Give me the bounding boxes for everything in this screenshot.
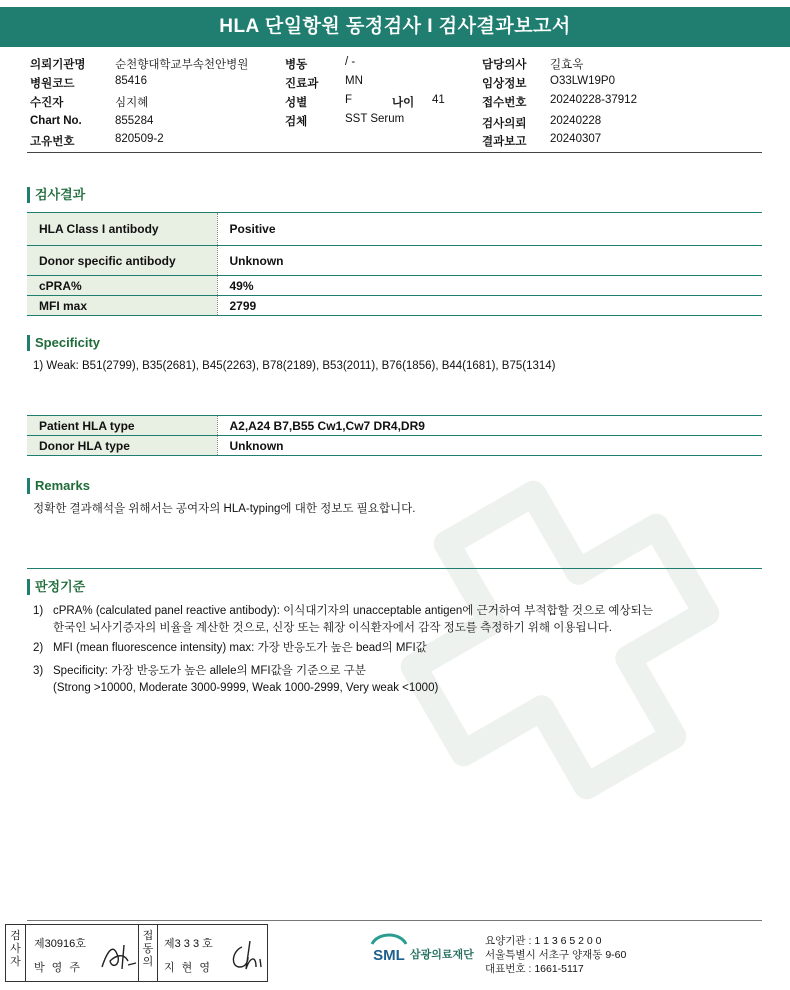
criteria-item [33,603,763,639]
reviewer-column-label [138,925,158,981]
hla-key: Donor HLA type [27,436,217,456]
organization-phone: 대표번호 : 1661-5117 [485,963,584,975]
ward-value: / - [345,56,356,68]
specificity-heading: Specificity [27,334,100,352]
table-row [27,296,762,316]
criteria-line: MFI (mean fluorescence intensity) max: 가장 반응도가 높은 bead의 MFI값 [53,642,427,654]
inspector-license: 제30916호 [34,938,86,950]
repdate-label: 결과보고 [482,136,527,148]
remarks-text: 정확한 결과해석을 위해서는 공여자의 HLA-typing에 대한 정보도 필요합니다. [33,503,416,515]
organization-name: 삼광의료재단 [410,949,474,961]
reviewer-label: 접동의 [142,930,154,968]
table-row [27,436,762,456]
signature-1-icon [98,939,138,973]
criteria-item [33,640,763,660]
doctor-label: 담당의사 [482,59,527,71]
hla-value: A2,A24 B7,B55 Cw1,Cw7 DR4,DR9 [217,416,762,436]
criteria-line: cPRA% (calculated panel reactive antibody): 이식대기자의 unacceptable antigen에 근거하여 부적합할 것으로 예상되는 [53,605,653,617]
result-key: HLA Class I antibody [27,213,217,246]
institution-code: 요양기관 : 1 1 3 6 5 2 0 0 [485,935,602,947]
criteria-line: (Strong >10000, Moderate 3000-9999, Weak 1000-2999, Very weak <1000) [53,682,439,694]
clinical-label: 임상정보 [482,78,527,90]
organization-info [485,934,626,976]
result-value: Positive [217,213,762,246]
result-key: MFI max [27,296,217,316]
age-label: 나이 [392,97,415,109]
sex-value: F [345,94,353,106]
hla-key: Patient HLA type [27,416,217,436]
uid-label: 고유번호 [30,136,75,148]
ward-label: 병동 [285,59,308,71]
criteria-line: Specificity: 가장 반응도가 높은 allele의 MFI값을 기준으로 구분 [53,665,366,677]
table-row [27,246,762,276]
info-divider [27,152,762,153]
criteria-divider [27,568,762,569]
reviewer-license: 제3 3 3 호 [164,938,213,950]
result-heading: 검사결과 [27,186,85,204]
table-row [27,276,762,296]
footer [0,920,790,990]
hla-value: Unknown [217,436,762,456]
criteria-number: 3) [33,665,44,677]
specificity-text: 1) Weak: B51(2799), B35(2681), B45(2263), B78(2189), B53(2011), B76(1856), B44(1681), B75(1314) [33,360,556,372]
inspector-name: 박 영 주 [34,962,82,974]
receipt-value: 20240228-37912 [550,94,637,106]
result-key: cPRA% [27,276,217,296]
report-title: HLA 단일항원 동정검사 I 검사결과보고서 [0,7,790,47]
hospital-value: 순천향대학교부속천안병원 [115,59,249,71]
repdate-value: 20240307 [550,133,602,145]
uid-value: 820509-2 [115,133,164,145]
table-row [27,416,762,436]
specimen-label: 검체 [285,116,308,128]
sml-logo-icon [368,930,410,966]
sex-label: 성별 [285,97,308,109]
hla-table [27,415,762,456]
table-row [27,213,762,246]
clinical-value: O33LW19P0 [550,75,615,87]
signature-box [5,924,268,982]
reviewer-name: 지 현 영 [164,962,212,974]
inspector-label: 검사자 [10,930,21,968]
result-value: 49% [217,276,762,296]
hospcode-label: 병원코드 [30,78,75,90]
dept-label: 진료과 [285,78,319,90]
remarks-heading: Remarks [27,477,90,495]
criteria-number: 1) [33,605,44,617]
criteria-heading: 판정기준 [27,578,85,596]
hospital-label: 의뢰기관명 [30,59,86,71]
result-key: Donor specific antibody [27,246,217,276]
hospcode-value: 85416 [115,75,147,87]
organization-address: 서울특별시 서초구 양재동 9-60 [485,949,627,961]
result-table [27,212,762,316]
doctor-value: 길효욱 [550,59,584,71]
receipt-label: 접수번호 [482,97,527,109]
criteria-line: 한국인 뇌사기증자의 비율을 계산한 것으로, 신장 또는 췌장 이식환자에서 감작 정도를 측정하기 위해 이용됩니다. [53,622,612,634]
signature-2-icon [228,937,266,973]
dept-value: MN [345,75,363,87]
inspector-column-label [6,925,26,981]
result-value: 2799 [217,296,762,316]
age-value: 41 [432,94,445,106]
reqdate-value: 20240228 [550,115,602,127]
criteria-item [33,663,763,699]
chart-label: Chart No. [30,115,82,127]
chart-value: 855284 [115,115,154,127]
patient-label: 수진자 [30,97,64,109]
specimen-value: SST Serum [345,113,405,125]
reqdate-label: 검사의뢰 [482,118,527,130]
patient-value: 심지혜 [115,97,149,109]
sml-logo-text: SML [373,947,405,964]
result-value: Unknown [217,246,762,276]
criteria-number: 2) [33,642,44,654]
